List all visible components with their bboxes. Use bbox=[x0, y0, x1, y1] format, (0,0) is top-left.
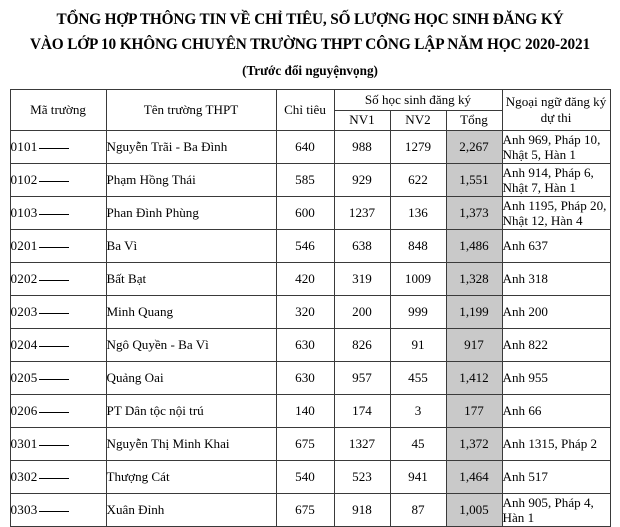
foreign-language-line-1: Anh 1195, Pháp 20, bbox=[502, 197, 607, 213]
table-row bbox=[10, 164, 610, 197]
table-body bbox=[10, 131, 610, 527]
enrollment-table bbox=[10, 89, 611, 527]
cell-nv1: 200 bbox=[334, 296, 390, 329]
cell-nv1: 918 bbox=[334, 494, 390, 527]
cell-total: 2,267 bbox=[446, 131, 502, 164]
cell-foreign-language bbox=[502, 494, 610, 527]
foreign-language-line-2: Nhật 5, Hàn 1 bbox=[502, 147, 576, 162]
cell-quota: 540 bbox=[276, 461, 334, 494]
cell-school-code bbox=[10, 329, 106, 362]
table-row bbox=[10, 296, 610, 329]
cell-quota: 640 bbox=[276, 131, 334, 164]
cell-nv2: 45 bbox=[390, 428, 446, 461]
school-code-value: 0205 bbox=[10, 370, 38, 385]
cell-nv1: 523 bbox=[334, 461, 390, 494]
cell-foreign-language bbox=[502, 164, 610, 197]
school-code-blank bbox=[39, 247, 69, 248]
school-code-blank bbox=[39, 181, 69, 182]
school-code-value: 0203 bbox=[10, 304, 38, 319]
table-row bbox=[10, 395, 610, 428]
cell-total: 1,464 bbox=[446, 461, 502, 494]
page-subtitle: (Trước đổi nguyệnvọng) bbox=[242, 63, 378, 78]
cell-total: 1,328 bbox=[446, 263, 502, 296]
school-code-value: 0102 bbox=[10, 172, 38, 187]
table-row bbox=[10, 461, 610, 494]
cell-school-name: Ngô Quyền - Ba Vì bbox=[106, 329, 276, 362]
cell-nv2: 848 bbox=[390, 230, 446, 263]
cell-school-code bbox=[10, 197, 106, 230]
cell-nv1: 929 bbox=[334, 164, 390, 197]
cell-school-code bbox=[10, 461, 106, 494]
cell-quota: 320 bbox=[276, 296, 334, 329]
cell-nv2: 1009 bbox=[390, 263, 446, 296]
foreign-language-line-2: Nhật 7, Hàn 1 bbox=[502, 180, 576, 195]
cell-nv2: 3 bbox=[390, 395, 446, 428]
cell-nv2: 941 bbox=[390, 461, 446, 494]
table-row bbox=[10, 263, 610, 296]
column-header-quota: Chỉ tiêu bbox=[276, 90, 334, 131]
cell-total: 1,551 bbox=[446, 164, 502, 197]
cell-school-name: Thượng Cát bbox=[106, 461, 276, 494]
school-code-blank bbox=[39, 379, 69, 380]
cell-school-name: Phan Đình Phùng bbox=[106, 197, 276, 230]
cell-foreign-language bbox=[502, 197, 610, 230]
cell-quota: 140 bbox=[276, 395, 334, 428]
school-code-blank bbox=[39, 313, 69, 314]
school-code-blank bbox=[39, 214, 69, 215]
school-code-value: 0206 bbox=[10, 403, 38, 418]
cell-nv1: 957 bbox=[334, 362, 390, 395]
school-code-blank bbox=[39, 478, 69, 479]
foreign-language-line-1: Anh 905, Pháp 4, bbox=[502, 494, 594, 510]
column-header-total: Tổng bbox=[446, 110, 502, 131]
cell-nv1: 319 bbox=[334, 263, 390, 296]
column-header-registrations-group: Số học sinh đăng ký bbox=[334, 90, 502, 111]
school-code-value: 0103 bbox=[10, 205, 38, 220]
school-code-blank bbox=[39, 412, 69, 413]
school-code-value: 0301 bbox=[10, 436, 38, 451]
cell-school-name: Bất Bạt bbox=[106, 263, 276, 296]
table-header-row-1 bbox=[10, 90, 610, 111]
cell-nv1: 638 bbox=[334, 230, 390, 263]
cell-school-name: Nguyễn Thị Minh Khai bbox=[106, 428, 276, 461]
table-row bbox=[10, 197, 610, 230]
cell-nv1: 988 bbox=[334, 131, 390, 164]
column-header-nv1: NV1 bbox=[334, 110, 390, 131]
cell-foreign-language: Anh 66 bbox=[502, 395, 610, 428]
school-code-value: 0101 bbox=[10, 139, 38, 154]
cell-total: 1,372 bbox=[446, 428, 502, 461]
cell-school-name: PT Dân tộc nội trú bbox=[106, 395, 276, 428]
cell-foreign-language: Anh 517 bbox=[502, 461, 610, 494]
cell-total: 177 bbox=[446, 395, 502, 428]
cell-school-code bbox=[10, 263, 106, 296]
cell-school-code bbox=[10, 494, 106, 527]
cell-quota: 675 bbox=[276, 494, 334, 527]
cell-quota: 600 bbox=[276, 197, 334, 230]
school-code-blank bbox=[39, 148, 69, 149]
cell-foreign-language: Anh 1315, Pháp 2 bbox=[502, 428, 610, 461]
cell-foreign-language: Anh 318 bbox=[502, 263, 610, 296]
school-code-blank bbox=[39, 511, 69, 512]
school-code-value: 0201 bbox=[10, 238, 38, 253]
cell-nv2: 1279 bbox=[390, 131, 446, 164]
column-header-nv2: NV2 bbox=[390, 110, 446, 131]
cell-foreign-language: Anh 637 bbox=[502, 230, 610, 263]
column-header-foreign-language-line-2: dự thi bbox=[540, 110, 572, 125]
cell-total: 917 bbox=[446, 329, 502, 362]
cell-school-code bbox=[10, 296, 106, 329]
cell-nv1: 1327 bbox=[334, 428, 390, 461]
school-code-blank bbox=[39, 445, 69, 446]
school-code-value: 0204 bbox=[10, 337, 38, 352]
table-row bbox=[10, 329, 610, 362]
cell-school-code bbox=[10, 428, 106, 461]
cell-total: 1,199 bbox=[446, 296, 502, 329]
foreign-language-line-1: Anh 914, Pháp 6, bbox=[502, 164, 594, 180]
cell-nv1: 826 bbox=[334, 329, 390, 362]
column-header-foreign-language bbox=[502, 90, 610, 131]
column-header-foreign-language-line-1: Ngoại ngữ đăng ký bbox=[505, 94, 607, 109]
foreign-language-line-2: Hàn 1 bbox=[502, 510, 535, 525]
cell-quota: 420 bbox=[276, 263, 334, 296]
cell-quota: 630 bbox=[276, 329, 334, 362]
cell-foreign-language: Anh 955 bbox=[502, 362, 610, 395]
cell-nv2: 136 bbox=[390, 197, 446, 230]
cell-school-code bbox=[10, 362, 106, 395]
cell-foreign-language: Anh 200 bbox=[502, 296, 610, 329]
cell-nv2: 91 bbox=[390, 329, 446, 362]
cell-quota: 630 bbox=[276, 362, 334, 395]
school-code-blank bbox=[39, 280, 69, 281]
page-title-line-1: TỔNG HỢP THÔNG TIN VỀ CHỈ TIÊU, SỐ LƯỢNG HỌC SINH ĐĂNG KÝ bbox=[56, 11, 564, 28]
table-row bbox=[10, 428, 610, 461]
cell-school-name: Ba Vì bbox=[106, 230, 276, 263]
cell-school-name: Minh Quang bbox=[106, 296, 276, 329]
cell-school-code bbox=[10, 395, 106, 428]
cell-nv1: 174 bbox=[334, 395, 390, 428]
table-row bbox=[10, 131, 610, 164]
cell-school-name: Phạm Hồng Thái bbox=[106, 164, 276, 197]
school-code-value: 0202 bbox=[10, 271, 38, 286]
cell-quota: 675 bbox=[276, 428, 334, 461]
cell-school-code bbox=[10, 164, 106, 197]
school-code-value: 0302 bbox=[10, 469, 38, 484]
cell-total: 1,373 bbox=[446, 197, 502, 230]
table-header bbox=[10, 90, 610, 131]
cell-total: 1,005 bbox=[446, 494, 502, 527]
cell-foreign-language bbox=[502, 131, 610, 164]
cell-school-name: Xuân Đỉnh bbox=[106, 494, 276, 527]
table-row bbox=[10, 230, 610, 263]
table-row bbox=[10, 494, 610, 527]
cell-foreign-language: Anh 822 bbox=[502, 329, 610, 362]
document-header bbox=[0, 0, 620, 83]
cell-nv2: 622 bbox=[390, 164, 446, 197]
cell-total: 1,412 bbox=[446, 362, 502, 395]
cell-school-name: Nguyễn Trãi - Ba Đình bbox=[106, 131, 276, 164]
cell-nv2: 87 bbox=[390, 494, 446, 527]
foreign-language-line-2: Nhật 12, Hàn 4 bbox=[502, 213, 583, 228]
cell-total: 1,486 bbox=[446, 230, 502, 263]
column-header-school-code: Mã trường bbox=[10, 90, 106, 131]
column-header-school-name: Tên trường THPT bbox=[106, 90, 276, 131]
cell-quota: 546 bbox=[276, 230, 334, 263]
cell-nv2: 999 bbox=[390, 296, 446, 329]
cell-nv1: 1237 bbox=[334, 197, 390, 230]
school-code-value: 0303 bbox=[10, 502, 38, 517]
table-row bbox=[10, 362, 610, 395]
cell-nv2: 455 bbox=[390, 362, 446, 395]
cell-school-code bbox=[10, 230, 106, 263]
cell-school-name: Quảng Oai bbox=[106, 362, 276, 395]
foreign-language-line-1: Anh 969, Pháp 10, bbox=[502, 131, 601, 147]
cell-school-code bbox=[10, 131, 106, 164]
cell-quota: 585 bbox=[276, 164, 334, 197]
school-code-blank bbox=[39, 346, 69, 347]
page-title-line-2: VÀO LỚP 10 KHÔNG CHUYÊN TRƯỜNG THPT CÔNG LẬP NĂM HỌC 2020-2021 bbox=[30, 36, 590, 53]
